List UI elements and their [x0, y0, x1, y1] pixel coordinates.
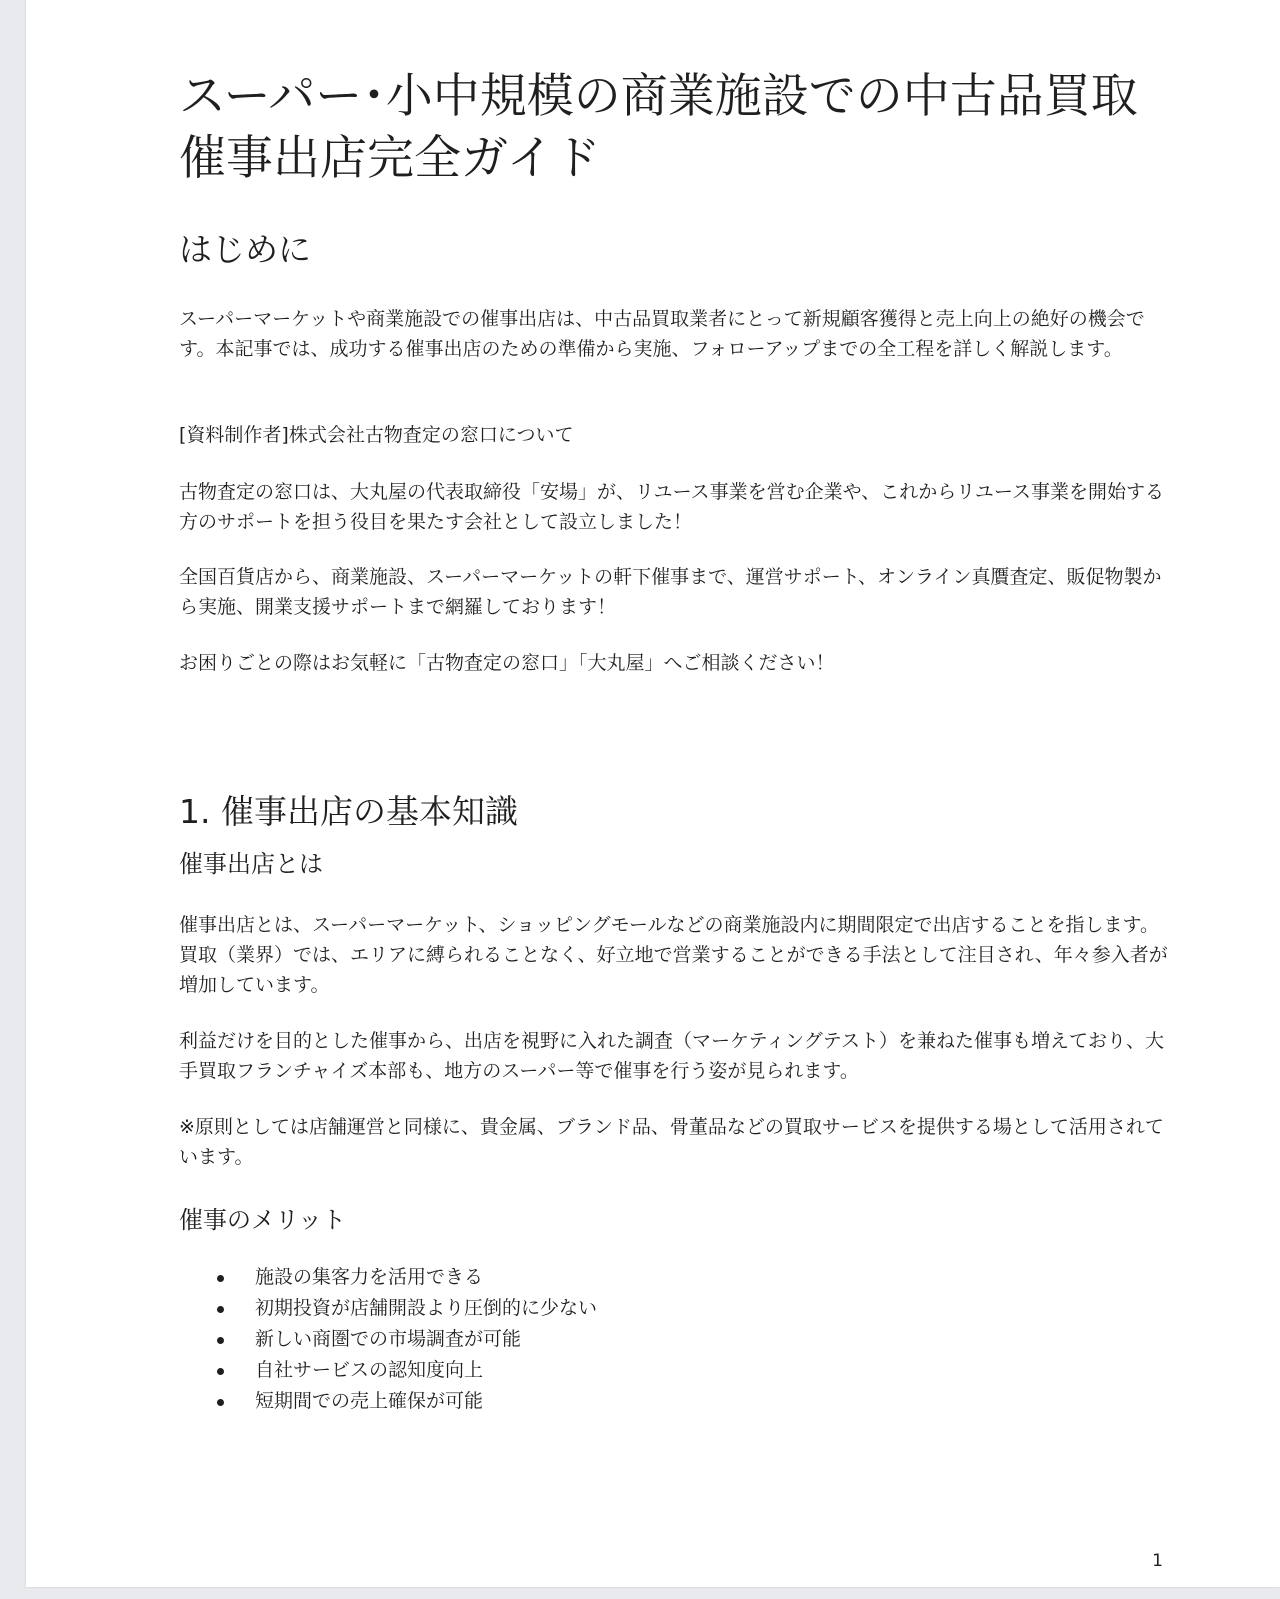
- intro-paragraph-text: 全国百貨店から、商業施設、スーパーマーケットの軒下催事まで、運営サポート、オンライン真贋査定、販促物製から実施、開業支援サポートまで網羅しております！: [179, 566, 1162, 618]
- subsection-heading-text: 催事のメリット: [179, 1206, 347, 1234]
- viewer-left-margin: [0, 0, 26, 1599]
- section-1-paragraph-3: [179, 1112, 1169, 1172]
- section-1-paragraph-2: [179, 1026, 1169, 1086]
- list-item: 自社サービスの認知度向上: [255, 1355, 1169, 1386]
- section-1-heading: 1. 催事出店の基本知識: [179, 792, 518, 831]
- intro-paragraph-2: [179, 420, 1169, 450]
- intro-paragraph-text: [資料制作者]株式会社古物査定の窓口について: [179, 424, 574, 446]
- document-page: [26, 0, 1280, 1587]
- intro-heading: はじめに: [179, 230, 311, 269]
- section-paragraph-text: 催事出店とは、スーパーマーケット、ショッピングモールなどの商業施設内に期間限定で出店することを指します。買取（業界）では、エリアに縛られることなく、好立地で営業することができる手法として注目され、年々参入者が増加しています。: [179, 914, 1168, 996]
- intro-paragraph-text: スーパーマーケットや商業施設での催事出店は、中古品買取業者にとって新規顧客獲得と売上向上の絶好の機会です。本記事では、成功する催事出店のための準備から実施、フォローアップまでの全工程を詳しく解説します。: [179, 308, 1145, 360]
- intro-paragraph-text: お困りごとの際はお気軽に「古物査定の窓口」「大丸屋」へご相談ください！: [179, 652, 835, 674]
- merits-list: [179, 1262, 1169, 1417]
- subsection-heading-what-is: [179, 848, 1169, 880]
- intro-paragraph-3: [179, 477, 1169, 537]
- document-title: スーパー･小中規模の商業施設での中古品買取催事出店完全ガイド: [179, 69, 1138, 186]
- section-1-paragraph-1: [179, 910, 1169, 1000]
- intro-paragraph-5: [179, 648, 1169, 678]
- section-paragraph-text: ※原則としては店舗運営と同様に、貴金属、ブランド品、骨董品などの買取サービスを提供する場として活用されています。: [179, 1116, 1164, 1168]
- subsection-heading-text: 催事出店とは: [179, 850, 323, 878]
- page-number: 1: [1152, 1551, 1163, 1571]
- intro-paragraph-text: 古物査定の窓口は、大丸屋の代表取締役「安場」が、リユース事業を営む企業や、これからリユース事業を開始する方のサポートを担う役目を果たす会社として設立しました！: [179, 481, 1164, 533]
- list-item: 施設の集客力を活用できる: [255, 1262, 1169, 1293]
- intro-paragraph-1: [179, 304, 1169, 364]
- page-content: [179, 66, 1169, 1412]
- list-item: 新しい商圏での市場調査が可能: [255, 1324, 1169, 1355]
- intro-paragraph-4: [179, 562, 1169, 622]
- list-item: 短期間での売上確保が可能: [255, 1386, 1169, 1417]
- list-item: 初期投資が店舗開設より圧倒的に少ない: [255, 1293, 1169, 1324]
- section-paragraph-text: 利益だけを目的とした催事から、出店を視野に入れた調査（マーケティングテスト）を兼ねた催事も増えており、大手買取フランチャイズ本部も、地方のスーパー等で催事を行う姿が見られます。: [179, 1030, 1164, 1082]
- subsection-heading-merits: [179, 1204, 1169, 1236]
